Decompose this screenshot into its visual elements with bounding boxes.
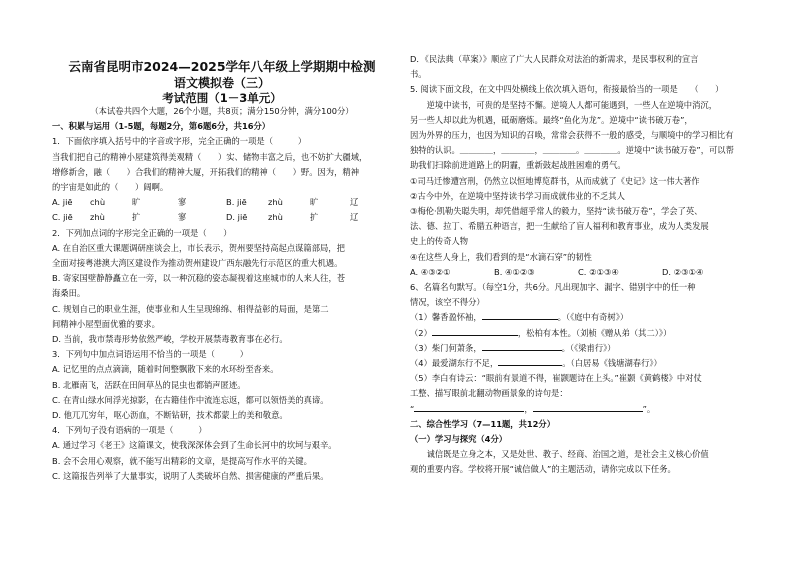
option-text: 旷 bbox=[132, 197, 141, 208]
subsection-heading: （一）学习与探究（4分） bbox=[410, 434, 508, 445]
question-5-choice: 史上的传奇人物 bbox=[410, 236, 469, 247]
question-2-text: 间精神小屋型面优雅的要求。 bbox=[52, 318, 160, 329]
option-text: 寥 bbox=[178, 197, 187, 208]
quote-mark: ”。 bbox=[642, 403, 656, 414]
question-6-item bbox=[410, 341, 748, 356]
question-5-stem: 5. 阅读下面文段，在文中四处横线上依次填入语句，衔接最恰当的一项是 （ ） bbox=[410, 84, 724, 95]
question-5-choice: ①司马迁惨遭宫刑，仍然立以恒地博览群书，从而成就了《史记》这一伟大著作 bbox=[410, 175, 700, 186]
question-5-text: 因为外界的压力，也因为知识的召唤，常常会获得不一般的感受，与顺境中的学习相比有 bbox=[410, 130, 734, 141]
question-2-text: B. 寄家国壁静静矗立在一旁，以一种沉稳的姿态凝视着这座城市的人来人往，苍 bbox=[52, 273, 346, 284]
question-3-text: B. 北雁南飞，活跃在田间草丛的昆虫也都销声匿迹。 bbox=[52, 379, 246, 390]
exam-title: 云南省昆明市2024—2025学年八年级上学期期中检测 bbox=[68, 59, 376, 74]
item-text: 。（《梁甫行》） bbox=[561, 342, 616, 353]
question-6-item bbox=[410, 326, 748, 341]
punct: ， bbox=[524, 403, 533, 414]
item-text: （4）最爱湖东行不足， bbox=[410, 358, 499, 369]
option-text: 扩 bbox=[310, 212, 319, 223]
option-text: D. ②③①④ bbox=[662, 266, 704, 277]
option-text: 旷 bbox=[310, 197, 319, 208]
option-text: A. ④③②① bbox=[410, 266, 451, 277]
question-5-text: 逆境中读书，可贵的是坚持不懈。逆境人人都可能遇到，一些人在逆境中消沉， bbox=[426, 99, 717, 110]
item-text: 。（白居易《钱塘湖春行》） bbox=[562, 358, 662, 369]
question-2-text: D. 当前，我市禁毒形势依然严峻，学校开展禁毒教育事在必行。 bbox=[52, 334, 288, 345]
exam-note: （本试卷共四个大题，26个小题，共8页；满分150分钟，满分100分） bbox=[90, 106, 354, 116]
question-4-text: A. 通过学习《老王》这篇课文，使我深深体会到了生命长河中的坎坷与艰辛。 bbox=[52, 440, 337, 451]
option-text: B. jiē bbox=[226, 197, 247, 208]
question-5-text: 独特的认识。＿＿＿＿，＿＿＿＿，＿＿＿＿。＿＿＿＿。逆境中“读书破万卷”，可以帮 bbox=[410, 145, 734, 156]
question-3-text: A. 记忆里的点点滴滴，随着时间整飘散下来的水环纷至沓来。 bbox=[52, 364, 279, 375]
item-text: （3）柴门何萧条， bbox=[410, 342, 482, 353]
question-6-item-5: 工整、描写眼前北翻动物画景象的诗句是： bbox=[410, 388, 568, 399]
question-1-stem: 1．下面依序填入括号中的字音或字形，完全正确的一项是（ ） bbox=[52, 136, 307, 147]
item-text: ，松柏有本性。（刘桢《赠从弟（其二）》） bbox=[517, 327, 672, 338]
option-text: A. jiē bbox=[52, 197, 73, 208]
question-6-item bbox=[410, 310, 748, 325]
question-6-item-5-blanks bbox=[410, 402, 748, 417]
paragraph: 观的重要内容。学校将开展“诚信做人”的主题活动，请你完成以下任务。 bbox=[410, 464, 676, 475]
question-3-text: D. 他兀兀穷年，呕心沥血，不断钻研，技术都蒙上的美和敬意。 bbox=[52, 410, 288, 421]
option-text: C. ②①③④ bbox=[578, 266, 619, 277]
question-5-choice: ③梅伦·凯勒失聪失明，却凭借超乎常人的毅力，坚持“读书破万卷”，学会了英、 bbox=[410, 206, 703, 217]
question-6-stem: 6、名篇名句默写。（每空1分，共6分。凡出现加字、漏字、错别字中的任一种 bbox=[410, 282, 696, 293]
question-5-choice: ②古今中外，在逆境中坚持读书学习而成就伟业的不乏其人 bbox=[410, 190, 625, 201]
answer-blank[interactable] bbox=[498, 356, 562, 366]
question-1-text: 的宇宙是如此的（ ）阔啊。 bbox=[52, 182, 169, 193]
question-2-stem: 2．下列加点词的字形完全正确的一项是（ ） bbox=[52, 227, 232, 238]
question-5-text: 另一些人却以此为机遇，砥砺磨炼。最终“鱼化为龙”。逆境中“读书破万卷”， bbox=[410, 114, 693, 125]
question-3-stem: 3．下列句中加点词语运用不恰当的一项是（ ） bbox=[52, 349, 249, 360]
question-5-text: 助我们扫除前进道路上的阴霾，重新鼓起战胜困难的勇气。 bbox=[410, 160, 626, 171]
option-text: 辽 bbox=[350, 212, 359, 223]
option-text: zhù bbox=[268, 212, 283, 223]
exam-scope: 考试范围（1－3单元） bbox=[162, 91, 282, 105]
question-4-text: B. 会不会用心观察，就不能写出精彩的文章，是提高写作水平的关键。 bbox=[52, 455, 312, 466]
exam-subtitle: 语文模拟卷（三） bbox=[173, 76, 270, 90]
option-text: 寥 bbox=[178, 212, 187, 223]
question-1-text: 当我们把自己的精神小屋建筑得美观精（ ）实、储物丰富之后，也不妨扩大疆域， bbox=[52, 151, 368, 162]
question-4-text: C. 这篇报告列举了大量事实，说明了人类破坏自然、损害健康的严重后果。 bbox=[52, 470, 329, 481]
option-text: B. ④①②③ bbox=[494, 266, 535, 277]
item-text: （1）馨香盈怀袖， bbox=[410, 312, 482, 323]
question-1-options-cd bbox=[52, 210, 392, 225]
paragraph: 诚信既是立身之本，又是处世、教子、经商、治国之道，是社会主义核心价值 bbox=[426, 449, 709, 460]
question-2-text: 全面对接粤港澳大湾区建设作为推动贺州建设广西东融先行示范区的重大机遇。 bbox=[52, 258, 343, 269]
option-text: C. jiē bbox=[52, 212, 73, 223]
section-1-heading: 一、积累与运用（1-5题，每题2分，第6题6分，共16分） bbox=[52, 121, 271, 132]
answer-blank[interactable] bbox=[414, 402, 524, 412]
option-text: 辽 bbox=[350, 197, 359, 208]
option-text: chù bbox=[90, 197, 106, 208]
question-6-item bbox=[410, 356, 748, 371]
option-text: D. jiē bbox=[226, 212, 248, 223]
answer-blank[interactable] bbox=[533, 402, 643, 412]
answer-blank[interactable] bbox=[432, 326, 518, 336]
question-2-text: A. 在自治区重大课题调研座谈会上，市长表示，贺州要坚持高起点谋篇部局，把 bbox=[52, 242, 345, 253]
option-text: zhù bbox=[90, 212, 105, 223]
question-6-item-5: （5）李白有诗云：“眼前有景道不得，崔颢题诗在上头。”崔颢《黄鹤楼》中对仗 bbox=[410, 373, 702, 384]
question-1-options-ab bbox=[52, 195, 392, 210]
section-2-heading: 二、综合性学习（7—11题，共12分） bbox=[410, 418, 556, 429]
question-6-stem: 情况，该空不得分） bbox=[410, 297, 485, 308]
question-4-option-d: D．《民法典（草案）》顺应了广大人民群众对法治的新需求，是民事权利的宣言 bbox=[410, 54, 699, 64]
question-5-choice: ④在这些人身上，我们看到的是“水滴石穿”的韧性 bbox=[410, 251, 592, 262]
question-1-text: 增修新舍，融（ ）合我们的精神大厦，开拓我们的精神（ ）野。因为，精神 bbox=[52, 166, 359, 177]
right-column bbox=[410, 52, 748, 478]
question-4-stem: 4．下列句子没有语病的一项是（ ） bbox=[52, 425, 207, 436]
question-3-text: C. 在青山绿水间浮光掠影，在古籍佳作中流连忘返，都可以领悟美的真谛。 bbox=[52, 394, 329, 405]
question-5-options bbox=[410, 265, 748, 280]
question-2-text: C. 规划自己的职业生涯，使事业和人生呈现绵绵、相得益彰的局面，是第二 bbox=[52, 303, 329, 314]
question-5-choice: 法、德、拉丁、希腊五种语言，把一生献给了盲人福利和教育事业，成为人类发展 bbox=[410, 221, 709, 232]
item-text: 。（《庭中有奇树》） bbox=[557, 312, 629, 323]
question-2-text: 海桑田。 bbox=[52, 288, 86, 299]
left-column bbox=[52, 104, 392, 484]
answer-blank[interactable] bbox=[482, 310, 558, 320]
question-4-option-d: 书。 bbox=[410, 69, 427, 80]
quote-mark: “ bbox=[410, 403, 415, 414]
option-text: zhù bbox=[268, 197, 283, 208]
answer-blank[interactable] bbox=[482, 341, 562, 351]
option-text: 扩 bbox=[132, 212, 141, 223]
item-text: （2） bbox=[410, 327, 432, 338]
